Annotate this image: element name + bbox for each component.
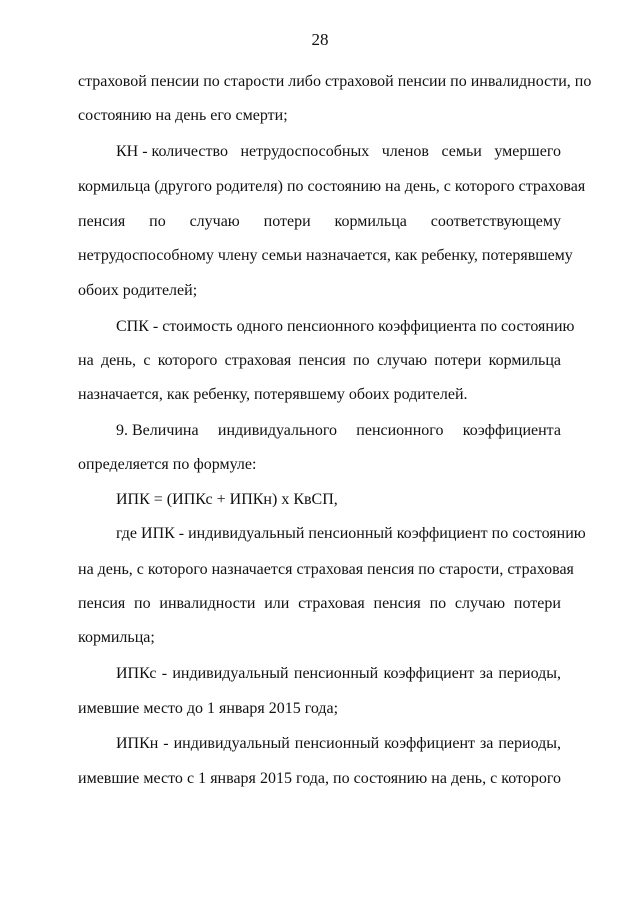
text-line-content: страховой пенсии по старости либо страховой пенсии по инвалидности, по xyxy=(78,73,592,90)
word: кормильца xyxy=(334,213,407,230)
formula: ИПК = (ИПКс + ИПКн) х КвСП, xyxy=(116,491,338,508)
text-line: состоянию на день его смерти; xyxy=(78,107,288,124)
text-line-content: СПК - стоимость одного пенсионного коэффициента по состоянию xyxy=(116,318,575,335)
text-line: имевшие место до 1 января 2015 года; xyxy=(78,700,339,717)
word: умершего xyxy=(494,143,561,160)
word: по xyxy=(149,213,166,230)
word: страховая xyxy=(298,595,365,612)
word: пенсия xyxy=(78,213,126,230)
text-line-content: ИПКн - индивидуальный пенсионный коэффициент за периоды, xyxy=(116,735,561,752)
text-line xyxy=(78,351,561,371)
word: по xyxy=(134,595,151,612)
text-line xyxy=(78,246,573,266)
word: соответствующему xyxy=(430,213,561,230)
text-line xyxy=(116,664,561,684)
word: членов xyxy=(381,143,429,160)
text-line-content: нетрудоспособному члену семьи назначается, как ребенку, потерявшему xyxy=(78,247,573,264)
word: коэффициента xyxy=(462,422,561,439)
text-line xyxy=(78,212,561,232)
text-line xyxy=(116,524,586,544)
text-line xyxy=(116,142,561,162)
word: инвалидности xyxy=(159,595,256,612)
text-line: обоих родителей; xyxy=(78,282,198,299)
text-line xyxy=(116,734,561,754)
text-line xyxy=(116,317,575,337)
word: или xyxy=(264,595,290,612)
word: индивидуального xyxy=(217,422,337,439)
page-number: 28 xyxy=(311,30,329,49)
text-line xyxy=(78,560,574,580)
word: нетрудоспособных xyxy=(240,143,370,160)
text-line-content: имевшие место с 1 января 2015 года, по состоянию на день, с которого xyxy=(78,770,561,787)
word: потери xyxy=(513,595,561,612)
text-line xyxy=(78,72,592,92)
word: пенсия xyxy=(78,595,126,612)
word: КН - количество xyxy=(116,143,228,160)
text-line xyxy=(78,594,561,614)
text-line-content: на день, с которого назначается страховая пенсия по старости, страховая xyxy=(78,561,574,578)
text-line xyxy=(78,177,586,197)
text-line-content: где ИПК - индивидуальный пенсионный коэффициент по состоянию xyxy=(116,525,586,542)
text-line-content: на день, с которого страховая пенсия по случаю потери кормильца xyxy=(78,352,561,369)
text-line: определяется по формуле: xyxy=(78,456,257,473)
word: семьи xyxy=(441,143,482,160)
word: пенсия xyxy=(373,595,421,612)
word: потери xyxy=(263,213,311,230)
text-line xyxy=(116,421,561,441)
word: по xyxy=(429,595,447,612)
word: случаю xyxy=(189,213,240,230)
word: 9. Величина xyxy=(116,422,199,439)
word: случаю xyxy=(454,595,506,612)
text-line: кормильца; xyxy=(78,629,155,646)
text-line xyxy=(78,769,561,789)
text-line: назначается, как ребенку, потерявшему обоих родителей. xyxy=(78,386,468,403)
text-line-content: ИПКс - индивидуальный пенсионный коэффициент за периоды, xyxy=(116,665,561,682)
word: пенсионного xyxy=(356,422,444,439)
text-line-content: кормильца (другого родителя) по состоянию на день, с которого страховая xyxy=(78,178,586,195)
